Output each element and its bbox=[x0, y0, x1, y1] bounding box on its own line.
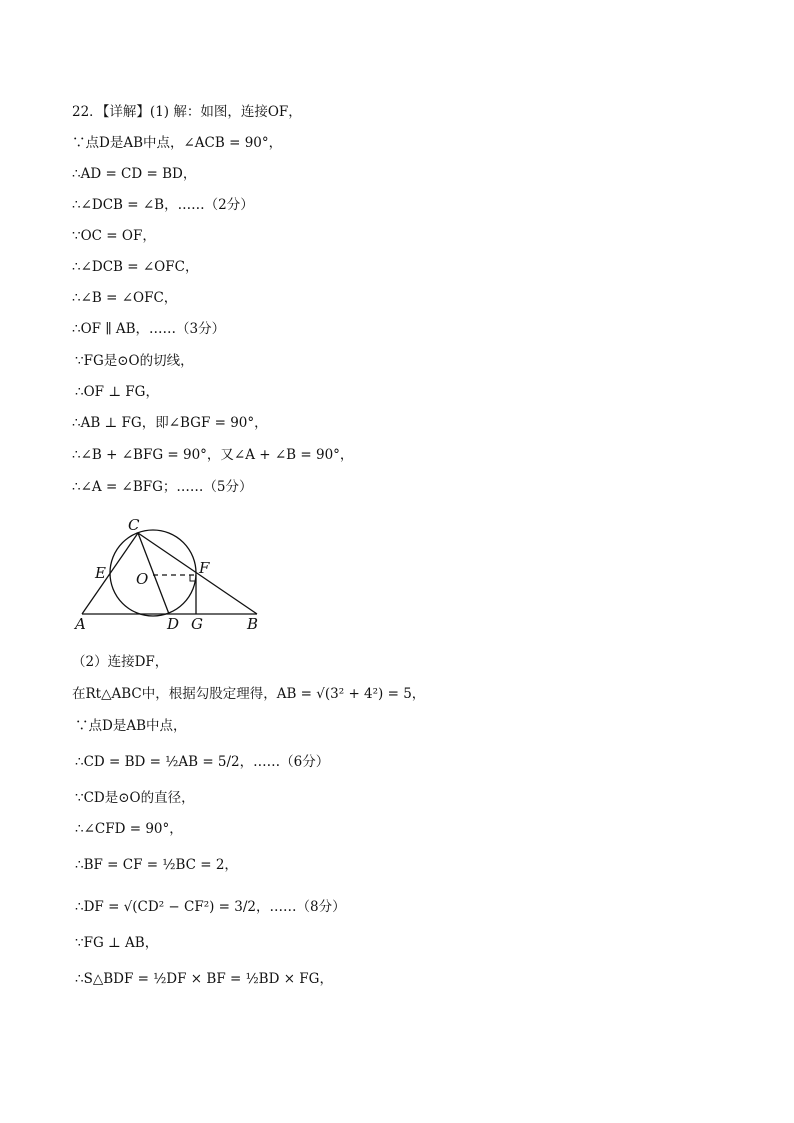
text-line: ∴CD = BD = ½AB = 5/2，……（6分） bbox=[75, 754, 330, 770]
geometry-figure bbox=[72, 512, 272, 637]
text-line: （2）连接DF， bbox=[72, 654, 169, 670]
label-b: B bbox=[247, 615, 259, 633]
text-line: ∴AD = CD = BD， bbox=[72, 166, 197, 182]
text-line: ∴∠DCB = ∠B，……（2分） bbox=[72, 197, 254, 213]
text-line: ∴OF ∥ AB，……（3分） bbox=[72, 321, 226, 337]
segment-cb bbox=[138, 533, 257, 614]
text-line: ∵FG是⊙O的切线， bbox=[75, 353, 194, 369]
text-line: ∴∠DCB = ∠OFC， bbox=[72, 259, 199, 275]
text-line: ∵FG ⊥ AB， bbox=[75, 935, 159, 951]
text-line: ∵OC = OF， bbox=[72, 228, 156, 244]
label-f: F bbox=[199, 559, 210, 577]
label-o: O bbox=[136, 570, 149, 588]
text-line: ∴BF = CF = ½BC = 2， bbox=[75, 857, 238, 873]
label-a: A bbox=[75, 615, 86, 633]
text-line: 22．【详解】(1) 解：如图，连接OF， bbox=[72, 104, 302, 120]
text-line: ∴∠CFD = 90°， bbox=[75, 821, 183, 837]
text-line: ∵点D是AB中点， bbox=[75, 718, 187, 734]
text-line: ∴S△BDF = ½DF × BF = ½BD × FG， bbox=[75, 971, 333, 987]
text-line: ∴∠B + ∠BFG = 90°，又∠A + ∠B = 90°， bbox=[72, 447, 354, 463]
label-e: E bbox=[95, 564, 106, 582]
label-g: G bbox=[191, 615, 203, 633]
text-line: ∴AB ⊥ FG，即∠BGF = 90°， bbox=[72, 415, 268, 431]
text-line: ∴∠B = ∠OFC， bbox=[72, 290, 178, 306]
label-d: D bbox=[167, 615, 180, 633]
text-line: ∵点D是AB中点，∠ACB = 90°， bbox=[72, 135, 283, 151]
text-line: ∵CD是⊙O的直径， bbox=[75, 790, 195, 806]
text-line: ∴∠A = ∠BFG；……（5分） bbox=[72, 479, 253, 495]
text-line: ∴OF ⊥ FG， bbox=[75, 384, 159, 400]
label-c: C bbox=[128, 516, 140, 534]
text-line: 在Rt△ABC中，根据勾股定理得，AB = √(3² + 4²) = 5， bbox=[72, 686, 426, 702]
text-line: ∴DF = √(CD² − CF²) = 3/2，……（8分） bbox=[75, 899, 346, 915]
